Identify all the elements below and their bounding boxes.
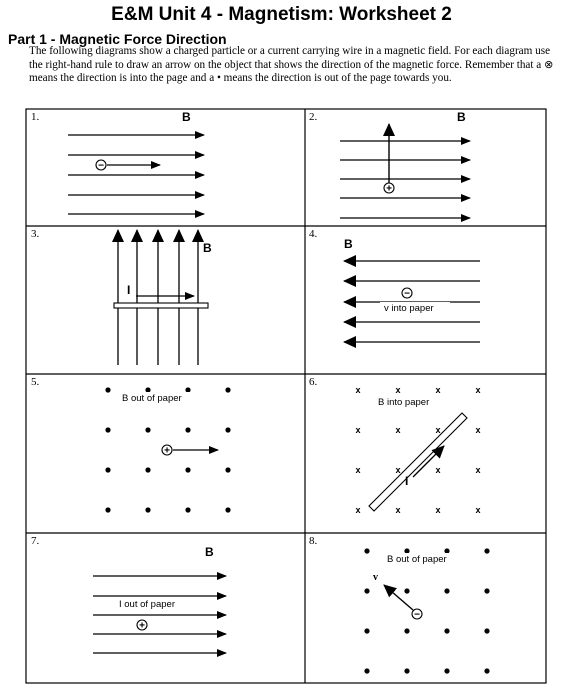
- wire: [369, 413, 467, 511]
- field-label: B out of paper: [387, 554, 447, 565]
- field-lines: [93, 576, 226, 653]
- cross-icon: x: [435, 425, 441, 435]
- field-label: B: [344, 237, 353, 251]
- panel-8: [309, 535, 490, 674]
- panel-number: 2.: [309, 111, 318, 123]
- part-heading: Part 1 - Magnetic Force Direction: [8, 31, 227, 47]
- panel-1: [31, 110, 204, 214]
- velocity-arrow: [384, 585, 413, 610]
- panel-number: 3.: [31, 228, 40, 240]
- minus-sign: −: [414, 609, 420, 621]
- field-label: B: [203, 241, 212, 255]
- field-label: B: [205, 545, 214, 559]
- positive-charge: [384, 183, 394, 195]
- cross-icon: x: [355, 385, 361, 395]
- minus-sign: −: [404, 288, 410, 300]
- positive-charge: [162, 445, 172, 457]
- cross-icon: x: [475, 505, 481, 515]
- panel-number: 1.: [31, 111, 40, 123]
- out-of-page-dots: [364, 548, 489, 673]
- panel-2: [309, 110, 470, 218]
- cross-icon: x: [395, 505, 401, 515]
- panel-number: 5.: [31, 376, 40, 388]
- cross-icon: x: [395, 425, 401, 435]
- cross-icon: x: [355, 505, 361, 515]
- field-lines: [340, 141, 470, 218]
- current-label: I: [127, 283, 131, 297]
- plus-sign: +: [386, 183, 392, 195]
- cross-icon: x: [395, 465, 401, 475]
- cross-icon: x: [395, 385, 401, 395]
- current-label: I out of paper: [119, 599, 175, 610]
- minus-sign: −: [98, 160, 104, 172]
- cross-icon: x: [475, 425, 481, 435]
- panel-number: 7.: [31, 535, 40, 547]
- panel-number: 6.: [309, 376, 318, 388]
- wire: [114, 303, 208, 308]
- panel-3: [31, 228, 212, 365]
- negative-charge: [96, 160, 106, 172]
- cross-icon: x: [475, 465, 481, 475]
- cross-icon: x: [435, 385, 441, 395]
- plus-sign: +: [164, 445, 170, 457]
- field-lines: [344, 261, 480, 342]
- panel-4: [309, 228, 480, 342]
- cross-icon: x: [435, 465, 441, 475]
- worksheet-title: E&M Unit 4 - Magnetism: Worksheet 2: [111, 4, 452, 25]
- field-lines: [118, 230, 198, 365]
- current-out-of-page: [135, 618, 149, 632]
- panel-7: [31, 535, 226, 653]
- current-label: I: [405, 474, 409, 488]
- panel-6: [309, 376, 481, 515]
- negative-charge: [412, 609, 422, 621]
- cross-icon: x: [475, 385, 481, 395]
- plus-sign: +: [139, 620, 145, 632]
- cross-icon: x: [355, 425, 361, 435]
- field-label: B out of paper: [122, 393, 182, 404]
- panel-number: 8.: [309, 535, 318, 547]
- field-lines: [68, 135, 204, 214]
- panel-number: 4.: [309, 228, 318, 240]
- velocity-label: v into paper: [384, 303, 434, 314]
- panel-5: [31, 376, 231, 513]
- cross-icon: x: [435, 505, 441, 515]
- instructions-text: The following diagrams show a charged particle or a current carrying wire in a magnetic field. For each diagram use the right-hand rule to draw an arrow on the object that shows the direction of the magnetic force. Remember that a ⊗ means the direction is into the page and a • means the direction is out of the page towards you.: [29, 45, 554, 84]
- negative-charge: [402, 288, 412, 300]
- cross-icon: x: [355, 465, 361, 475]
- field-label: B: [457, 110, 466, 124]
- field-label: B: [182, 110, 191, 124]
- field-label: B into paper: [378, 397, 430, 408]
- velocity-label: v: [373, 572, 378, 583]
